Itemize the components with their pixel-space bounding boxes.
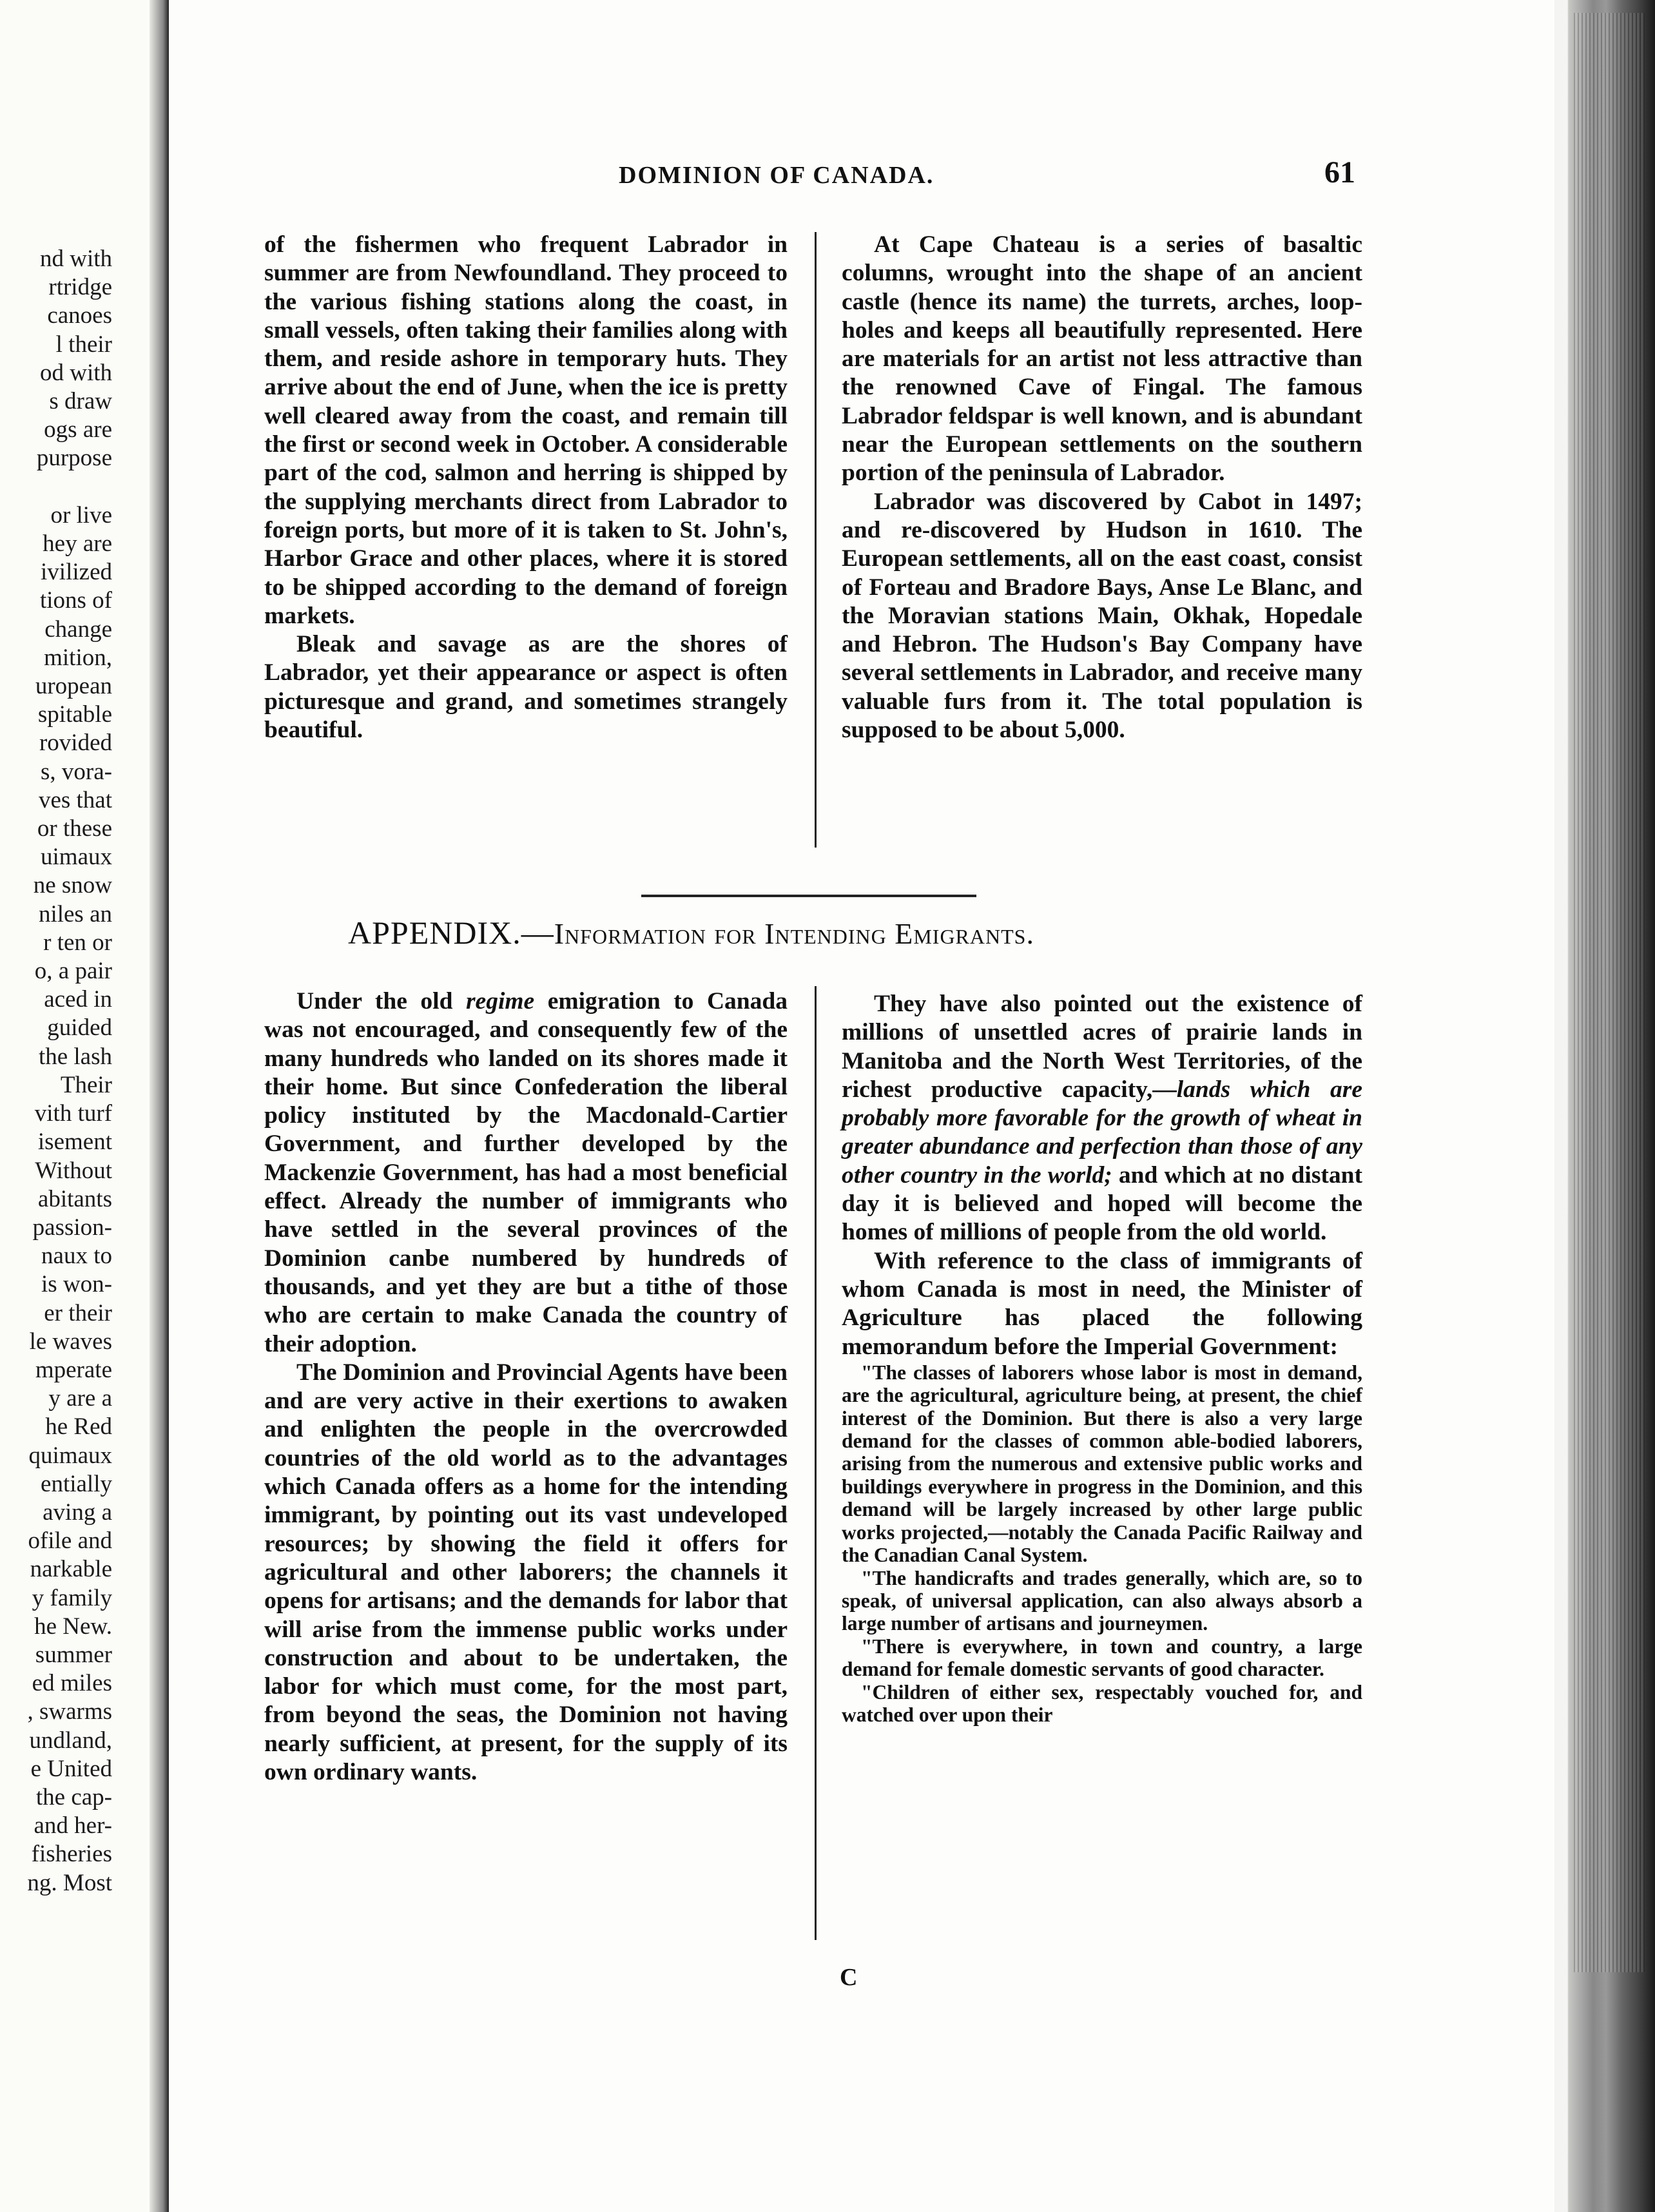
facing-page-line: e United [30, 1755, 112, 1782]
paragraph [264, 987, 788, 1359]
facing-page-line: , swarms [27, 1698, 112, 1725]
memorandum-paragraph: "The classes of laborers whose labor is most in demand, are the agricultural, agriculture being, at present, the chief interest of the Dominion. But there is also a very large demand for the classes of common able-bodied laborers, arising from the numerous and extensive public works and buildings everywhere in progress in the Dominion, and this demand will be largely increased by other large public works projected,—notably the Canada Pacific Railway and the Canadian Canal System. [842, 1361, 1362, 1567]
memorandum-paragraph: "The handicrafts and trades generally, which are, so to speak, of universal application, can also always absorb a large number of artisans and journeymen. [842, 1566, 1362, 1635]
facing-page-line: the cap- [35, 1783, 112, 1810]
facing-page-line: mition, [44, 644, 112, 671]
memorandum-paragraph: "There is everywhere, in town and country, a large demand for female domestic servants of good character. [842, 1635, 1362, 1681]
text-run: Under the old [296, 988, 466, 1014]
page-stack-lines [1574, 13, 1645, 1972]
gutter-shadow [150, 0, 169, 2212]
italic-text: regime [465, 988, 535, 1014]
facing-page-line: or live [50, 501, 112, 529]
facing-page-line: narkable [30, 1556, 112, 1583]
facing-page-line: canoes [47, 302, 112, 329]
text-run: and which at no distant day it is believed and hoped will become the homes of millions of people from the old world. [842, 1161, 1362, 1246]
facing-page-line: is won- [41, 1271, 112, 1298]
facing-page-line: change [44, 616, 112, 643]
facing-page-line: aced in [44, 986, 112, 1013]
facing-page-line: l their [55, 331, 112, 358]
paragraph [842, 990, 1362, 1247]
facing-page-edge [0, 0, 169, 2212]
facing-page-line: he Red [45, 1413, 112, 1441]
facing-page-line: s, vora- [41, 758, 112, 785]
facing-page-line: or these [37, 815, 112, 842]
column-divider [815, 986, 817, 1940]
facing-page-line: r ten or [43, 929, 112, 956]
facing-page-line: uropean [35, 673, 112, 700]
facing-page-line: y family [32, 1584, 112, 1611]
facing-page-line: od with [39, 359, 112, 386]
memorandum-paragraph: "Children of either sex, respectably vouched for, and watched over upon their [842, 1680, 1362, 1726]
facing-page-line: entially [41, 1470, 112, 1497]
facing-page-text-fragments [27, 245, 112, 1897]
facing-page-line: the lash [38, 1043, 112, 1070]
facing-page-line: ed miles [32, 1670, 112, 1697]
facing-page-line: er their [44, 1299, 112, 1326]
facing-page-line: tions of [39, 587, 112, 614]
facing-page-line: quimaux [28, 1442, 112, 1469]
paragraph: With reference to the class of immigrants of whom Canada is most in need, the Minister of Agriculture has placed the following memorandum before the Imperial Government: [842, 1247, 1362, 1360]
facing-page-line [27, 473, 112, 501]
facing-page-line: Without [35, 1157, 112, 1184]
facing-page-line: ivilized [41, 559, 112, 586]
facing-page-line: isement [37, 1129, 112, 1156]
italic-text: lands which are probably more favorable for the growth of wheat in greater abundance and perfection than those of any other country in the world; [842, 1076, 1362, 1188]
facing-page-line: ne snow [33, 872, 112, 899]
running-head: DOMINION OF CANADA. [619, 162, 934, 189]
facing-page-line: ofile and [28, 1528, 112, 1555]
facing-page-line: purpose [36, 445, 112, 472]
facing-page-line: mperate [35, 1356, 112, 1383]
facing-page-line: uimaux [41, 844, 112, 871]
page-stack-edge [1554, 0, 1655, 2212]
facing-page-line: naux to [41, 1243, 112, 1270]
column-divider [815, 232, 817, 848]
facing-page-line: rtridge [48, 274, 112, 301]
facing-page-line: guided [47, 1014, 112, 1042]
facing-page-line: and her- [34, 1812, 112, 1839]
facing-page-line: abitants [37, 1185, 112, 1212]
facing-page-line: s draw [49, 388, 112, 415]
facing-page-line: y are a [48, 1385, 112, 1412]
page-number: 61 [1324, 155, 1355, 189]
facing-page-line: ves that [38, 786, 112, 813]
facing-page-line: undland, [29, 1727, 112, 1754]
facing-page-line: summer [35, 1641, 112, 1668]
appendix-heading [348, 914, 1353, 951]
paragraph: At Cape Chateau is a series of basaltic columns, wrought into the shape of an ancient castle (hence its name) the turrets, arches, loop-holes and keeps all beautifully represented. Here are materials for an artist not less attractive than the renowned Cave of Fingal. The famous Labrador feldspar is well known, and is abundant near the European settlements on the southern portion of the peninsula of Labrador. [842, 231, 1362, 487]
facing-page-line: le waves [29, 1328, 112, 1355]
facing-page-line: o, a pair [34, 958, 112, 985]
signature-mark: C [840, 1964, 858, 1991]
facing-page-line: spitable [37, 701, 112, 728]
facing-page-line: ogs are [44, 416, 112, 443]
top-right-column [842, 231, 1362, 744]
appendix-subtitle: Information for Intending Emigrants. [554, 917, 1034, 950]
paragraph: of the fishermen who frequent Labrador in summer are from Newfoundland. They proceed to the various fishing stations along the coast, in small vessels, often taking their families along with them, and reside ashore in temporary huts. They arrive about the end of June, when the ice is pretty well cleared away from the coast, and remain till the first or second week in October. A considerable part of the cod, salmon and herring is shipped by the supplying merchants direct from Labrador to foreign ports, but more of it is taken to St. John's, Harbor Grace and other places, where it is stored to be shipped according to the demand of foreign markets. [264, 231, 788, 629]
bottom-left-column [264, 987, 788, 1787]
text-run: emigration to Canada was not encouraged, and consequently few of the many hundreds who landed on its shores made it their home. But since Confederation the liberal policy instituted by the Macdonald-Cartier Government, and further developed by the Mackenzie Government, has had a most beneficial effect. Already the number of immigrants who have settled in the several provinces of the Dominion canbe numbered by hundreds of thousands, and yet they are but a tithe of those who are certain to make Canada the country of their adoption. [264, 988, 788, 1357]
facing-page-line: aving a [43, 1499, 112, 1526]
paragraph: Labrador was discovered by Cabot in 1497; and re-discovered by Hudson in 1610. The European settlements, all on the east coast, consist of Forteau and Bradore Bays, Anse Le Blanc, and the Moravian stations Main, Okhak, Hopedale and Hebron. The Hudson's Bay Company have several settlements in Labrador, and receive many valuable furs from it. The total population is supposed to be about 5,000. [842, 488, 1362, 744]
facing-page-line: hey are [43, 530, 112, 558]
bottom-right-column [842, 990, 1362, 1726]
facing-page-line: fisheries [31, 1841, 112, 1868]
facing-page-line: niles an [38, 900, 112, 927]
top-left-column [264, 231, 788, 744]
facing-page-line: passion- [32, 1214, 112, 1241]
facing-page-line: rovided [39, 730, 112, 757]
appendix-title: APPENDIX.— [348, 915, 554, 951]
facing-page-line: he New. [34, 1613, 112, 1640]
facing-page-line: ng. Most [27, 1869, 112, 1896]
section-rule [641, 895, 976, 897]
paragraph: Bleak and savage as are the shores of Labrador, yet their appearance or aspect is often picturesque and grand, and sometimes strangely beautiful. [264, 631, 788, 744]
facing-page-line: vith turf [34, 1100, 112, 1127]
facing-page-line: Their [60, 1071, 112, 1098]
text-run: They have also pointed out the existence of millions of unsettled acres of prairie lands in Manitoba and the North West Territories, of the richest productive capacity,— [842, 991, 1362, 1103]
paragraph: The Dominion and Provincial Agents have been and are very active in their exertions to awaken and enlighten the people in the overcrowded countries of the old world as to the advantages which Canada offers as a home for the intending immigrant, by pointing out its vast undeveloped resources; by showing the field it offers for agricultural and other laborers; the channels it opens for artisans; and the demands for labor that will arise from the immense public works under construction and about to be undertaken, the labor for which must come, for the most part, from beyond the seas, the Dominion not having nearly sufficient, at present, for the supply of its own ordinary wants. [264, 1359, 788, 1786]
facing-page-line: nd with [39, 246, 112, 272]
